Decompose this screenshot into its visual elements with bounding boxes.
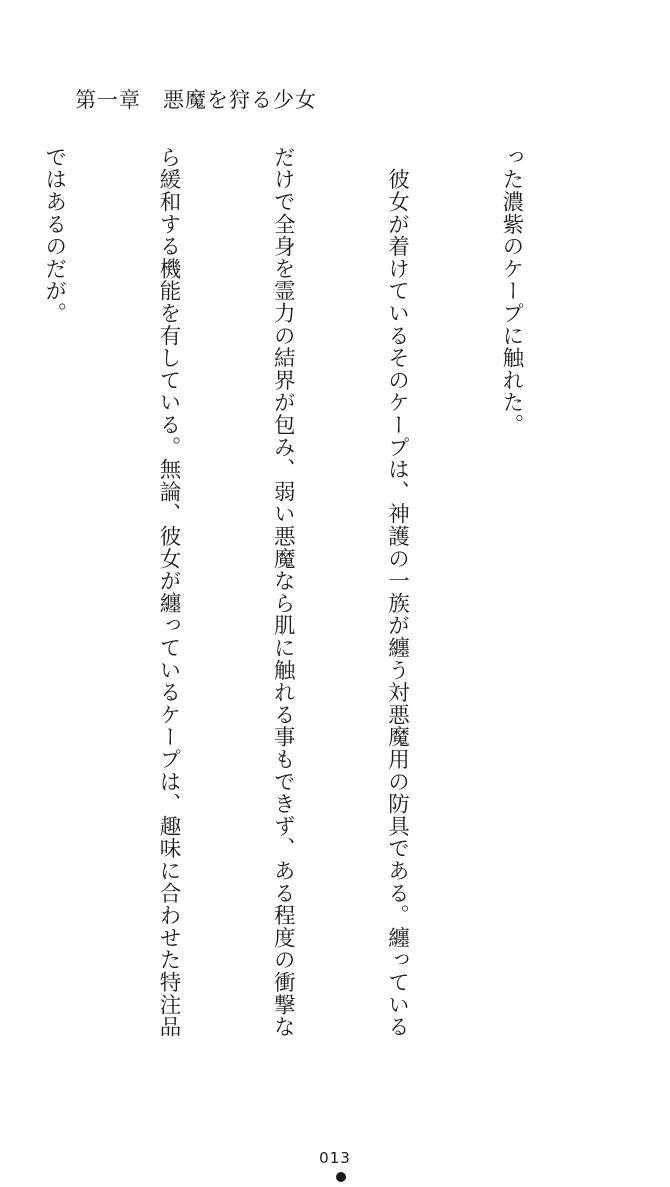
- page-dot-ornament: [336, 1172, 346, 1182]
- text-line: ではあるのだが。: [41, 146, 67, 325]
- text-line: だけで全身を霊力の結界が包み、弱い悪魔なら肌に触れる事もできず、ある程度の衝撃な: [270, 146, 296, 1038]
- text-line: った濃紫のケープに触れた。: [498, 146, 524, 436]
- text-line: ら緩和する機能を有している。無論、彼女が纏っているケープは、趣味に合わせた特注品: [155, 146, 181, 1038]
- chapter-header: 第一章 悪魔を狩る少女: [75, 88, 317, 112]
- page-number: 013: [319, 1149, 351, 1167]
- text-line: 彼女が着けているそのケープは、神護の一族が纏う対悪魔用の防具である。纏っている: [384, 146, 410, 1038]
- body-text: [41, 146, 606, 1038]
